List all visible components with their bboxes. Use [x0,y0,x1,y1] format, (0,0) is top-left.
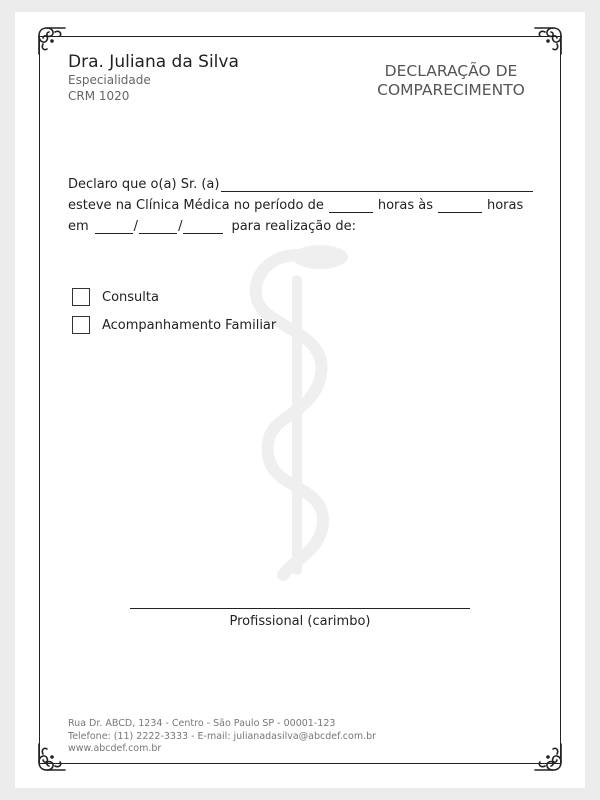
day-field[interactable] [95,221,133,234]
option-label: Acompanhamento Familiar [102,317,277,333]
footer-address: Rua Dr. ABCD, 1234 - Centro - São Paulo SP - 00001-123 [68,718,336,729]
title-line-1: DECLARAÇÃO DE [384,62,518,80]
footer-contact [68,718,376,756]
document-title [360,62,542,100]
declaration-text: esteve na Clínica Médica no período de [68,198,324,213]
declaration-text: horas [486,198,524,213]
declaration-body [68,171,538,234]
doctor-crm: CRM 1020 [68,89,130,103]
corner-ornament-icon [35,740,69,774]
corner-ornament-icon [531,24,565,58]
corner-ornament-icon [531,740,565,774]
option-label: Consulta [102,289,159,305]
doctor-name: Dra. Juliana da Silva [68,52,239,72]
month-field[interactable] [139,221,177,234]
date-separator: / [178,219,183,234]
option-acompanhamento-familiar[interactable] [72,316,276,334]
title-line-2: COMPARECIMENTO [377,81,525,99]
declaration-text: em [68,219,89,234]
declaration-text: para realização de: [231,219,356,234]
declaration-text: Declaro que o(a) Sr. (a) [68,177,220,192]
option-consulta[interactable] [72,288,159,306]
declaration-line-3 [68,213,538,234]
declaration-line-2 [68,192,538,213]
declaration-line-1 [68,171,538,192]
year-field[interactable] [183,221,223,234]
corner-ornament-icon [35,24,69,58]
end-hour-field[interactable] [438,200,482,213]
footer-contact-line: Telefone: (11) 2222-3333 - E-mail: julianadasilva@abcdef.com.br [68,730,377,742]
date-separator: / [133,219,139,234]
declaration-text: horas às [377,198,433,213]
rod-of-asclepius-icon [238,235,358,595]
signature-line [130,608,470,609]
checkbox[interactable] [72,316,90,334]
start-hour-field[interactable] [329,200,373,213]
patient-name-field[interactable] [221,179,533,192]
doctor-specialty: Especialidade [68,73,151,87]
checkbox[interactable] [72,288,90,306]
footer-website: www.abcdef.com.br [68,743,162,754]
signature-label: Profissional (carimbo) [229,614,371,629]
